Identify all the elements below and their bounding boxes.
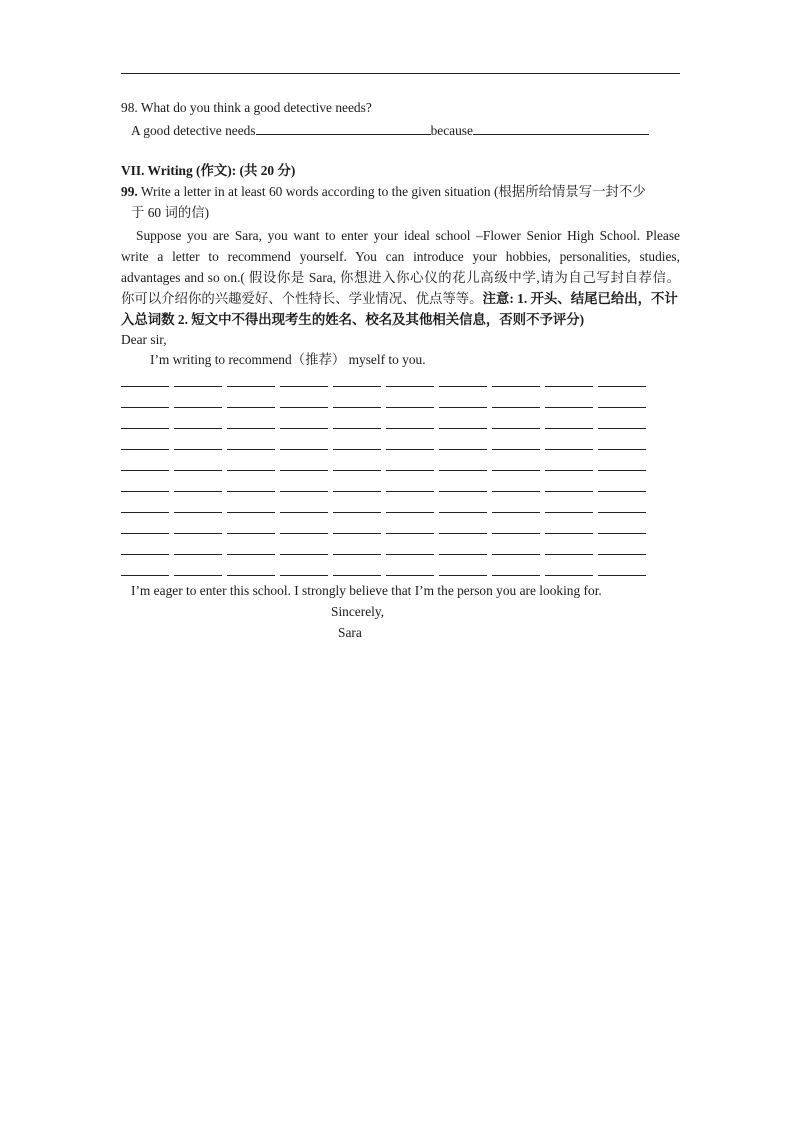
writing-blank[interactable] [492,491,540,492]
writing-line[interactable] [121,435,651,456]
writing-blank[interactable] [333,428,381,429]
writing-blank[interactable] [492,407,540,408]
writing-blank[interactable] [121,575,169,576]
writing-line[interactable] [121,540,651,561]
question-98-answer-line [131,121,649,139]
writing-blank[interactable] [386,491,434,492]
writing-blank[interactable] [174,533,222,534]
letter-signature: Sara [338,625,362,640]
writing-blank[interactable] [227,407,275,408]
writing-blank[interactable] [492,428,540,429]
writing-blank[interactable] [492,470,540,471]
writing-lines [121,372,651,582]
writing-blank[interactable] [280,512,328,513]
writing-blank[interactable] [333,491,381,492]
writing-blank[interactable] [227,575,275,576]
answer-blank-1[interactable] [256,121,431,135]
writing-blank[interactable] [439,470,487,471]
writing-blank[interactable] [386,575,434,576]
writing-blank[interactable] [439,386,487,387]
writing-blank[interactable] [386,386,434,387]
writing-blank[interactable] [439,428,487,429]
writing-blank[interactable] [545,512,593,513]
writing-blank[interactable] [598,407,646,408]
writing-blank[interactable] [545,554,593,555]
writing-blank[interactable] [545,386,593,387]
writing-blank[interactable] [174,428,222,429]
situation-line-4 [121,288,680,309]
writing-blank[interactable] [333,512,381,513]
writing-blank[interactable] [386,407,434,408]
writing-blank[interactable] [121,512,169,513]
question-99-instruction [121,184,646,200]
writing-blank[interactable] [545,575,593,576]
writing-blank[interactable] [492,533,540,534]
writing-blank[interactable] [174,554,222,555]
writing-blank[interactable] [280,449,328,450]
writing-blank[interactable] [598,554,646,555]
writing-blank[interactable] [439,512,487,513]
header-rule [121,73,680,74]
situation-line-5: 入总词数 2. 短文中不得出现考生的姓名、校名及其他相关信息，否则不予评分) [121,312,585,327]
writing-blank[interactable] [492,512,540,513]
writing-blank[interactable] [280,428,328,429]
writing-blank[interactable] [280,407,328,408]
writing-blank[interactable] [598,470,646,471]
writing-blank[interactable] [598,533,646,534]
writing-blank[interactable] [439,575,487,576]
writing-blank[interactable] [280,470,328,471]
writing-blank[interactable] [280,491,328,492]
writing-line[interactable] [121,393,651,414]
writing-blank[interactable] [492,575,540,576]
writing-blank[interactable] [121,407,169,408]
writing-blank[interactable] [333,407,381,408]
writing-line[interactable] [121,456,651,477]
writing-blank[interactable] [598,512,646,513]
writing-blank[interactable] [333,449,381,450]
writing-blank[interactable] [227,554,275,555]
writing-blank[interactable] [545,407,593,408]
writing-blank[interactable] [386,554,434,555]
question-99-number: 99. [121,184,138,199]
letter-signoff: Sincerely, [331,604,385,619]
situation-note-bold: 注意: 1. 开头、结尾已给出，不计 [482,291,678,306]
writing-blank[interactable] [227,428,275,429]
writing-blank[interactable] [386,470,434,471]
writing-blank[interactable] [333,470,381,471]
answer-prefix: A good detective needs [131,123,256,138]
situation-line-3: advantages and so on.( 假设你是 Sara, 你想进入你心仪的花儿高级中学,请为自己写封自荐信。 [121,270,680,285]
letter-greeting: Dear sir, [121,332,167,347]
writing-blank[interactable] [545,533,593,534]
letter-opening: I’m writing to recommend（推荐） myself to you. [150,352,426,367]
writing-line[interactable] [121,414,651,435]
writing-blank[interactable] [333,575,381,576]
question-98: 98. What do you think a good detective needs? [121,100,372,115]
writing-blank[interactable] [227,386,275,387]
writing-blank[interactable] [492,386,540,387]
writing-blank[interactable] [121,491,169,492]
writing-line[interactable] [121,372,651,393]
writing-blank[interactable] [598,575,646,576]
writing-blank[interactable] [386,449,434,450]
writing-blank[interactable] [386,533,434,534]
writing-blank[interactable] [121,428,169,429]
writing-blank[interactable] [333,554,381,555]
writing-blank[interactable] [174,512,222,513]
writing-blank[interactable] [598,491,646,492]
writing-blank[interactable] [545,428,593,429]
situation-line-1: Suppose you are Sara, you want to enter your ideal school –Flower Senior High School. Please [136,228,680,243]
writing-blank[interactable] [227,533,275,534]
writing-line[interactable] [121,477,651,498]
section-title: VII. Writing (作文): (共 20 分) [121,163,296,178]
writing-blank[interactable] [174,449,222,450]
writing-blank[interactable] [280,575,328,576]
writing-line[interactable] [121,498,651,519]
question-99-instruction-cont: 于 60 词的信) [131,205,210,220]
writing-blank[interactable] [174,491,222,492]
writing-blank[interactable] [227,470,275,471]
question-99-instruction-text: Write a letter in at least 60 words according to the given situation (根据所给情景写一封不少 [137,184,646,199]
writing-blank[interactable] [227,491,275,492]
writing-blank[interactable] [545,491,593,492]
writing-blank[interactable] [121,533,169,534]
writing-blank[interactable] [280,533,328,534]
writing-blank[interactable] [174,575,222,576]
writing-blank[interactable] [386,512,434,513]
writing-blank[interactable] [121,449,169,450]
writing-blank[interactable] [439,491,487,492]
writing-blank[interactable] [439,407,487,408]
writing-blank[interactable] [227,512,275,513]
writing-blank[interactable] [439,533,487,534]
answer-blank-2[interactable] [473,121,649,135]
writing-blank[interactable] [545,449,593,450]
writing-blank[interactable] [333,533,381,534]
writing-blank[interactable] [333,386,381,387]
writing-blank[interactable] [492,554,540,555]
writing-blank[interactable] [439,449,487,450]
writing-blank[interactable] [280,554,328,555]
letter-closing: I’m eager to enter this school. I strongly believe that I’m the person you are looking for. [131,583,602,598]
writing-blank[interactable] [174,470,222,471]
answer-because: because [430,123,473,138]
writing-blank[interactable] [439,554,487,555]
writing-blank[interactable] [386,428,434,429]
writing-blank[interactable] [121,554,169,555]
writing-blank[interactable] [598,428,646,429]
writing-blank[interactable] [492,449,540,450]
situation-note-normal: 你可以介绍你的兴趣爱好、个性特长、学业情况、优点等等。 [121,291,483,306]
writing-blank[interactable] [121,386,169,387]
writing-blank[interactable] [598,386,646,387]
writing-line[interactable] [121,519,651,540]
writing-blank[interactable] [598,449,646,450]
writing-blank[interactable] [174,407,222,408]
situation-line-2: write a letter to recommend yourself. You can introduce your hobbies, personalities, studies, [121,249,680,264]
writing-blank[interactable] [121,470,169,471]
writing-line[interactable] [121,561,651,582]
writing-blank[interactable] [174,386,222,387]
writing-blank[interactable] [227,449,275,450]
writing-blank[interactable] [545,470,593,471]
writing-blank[interactable] [280,386,328,387]
